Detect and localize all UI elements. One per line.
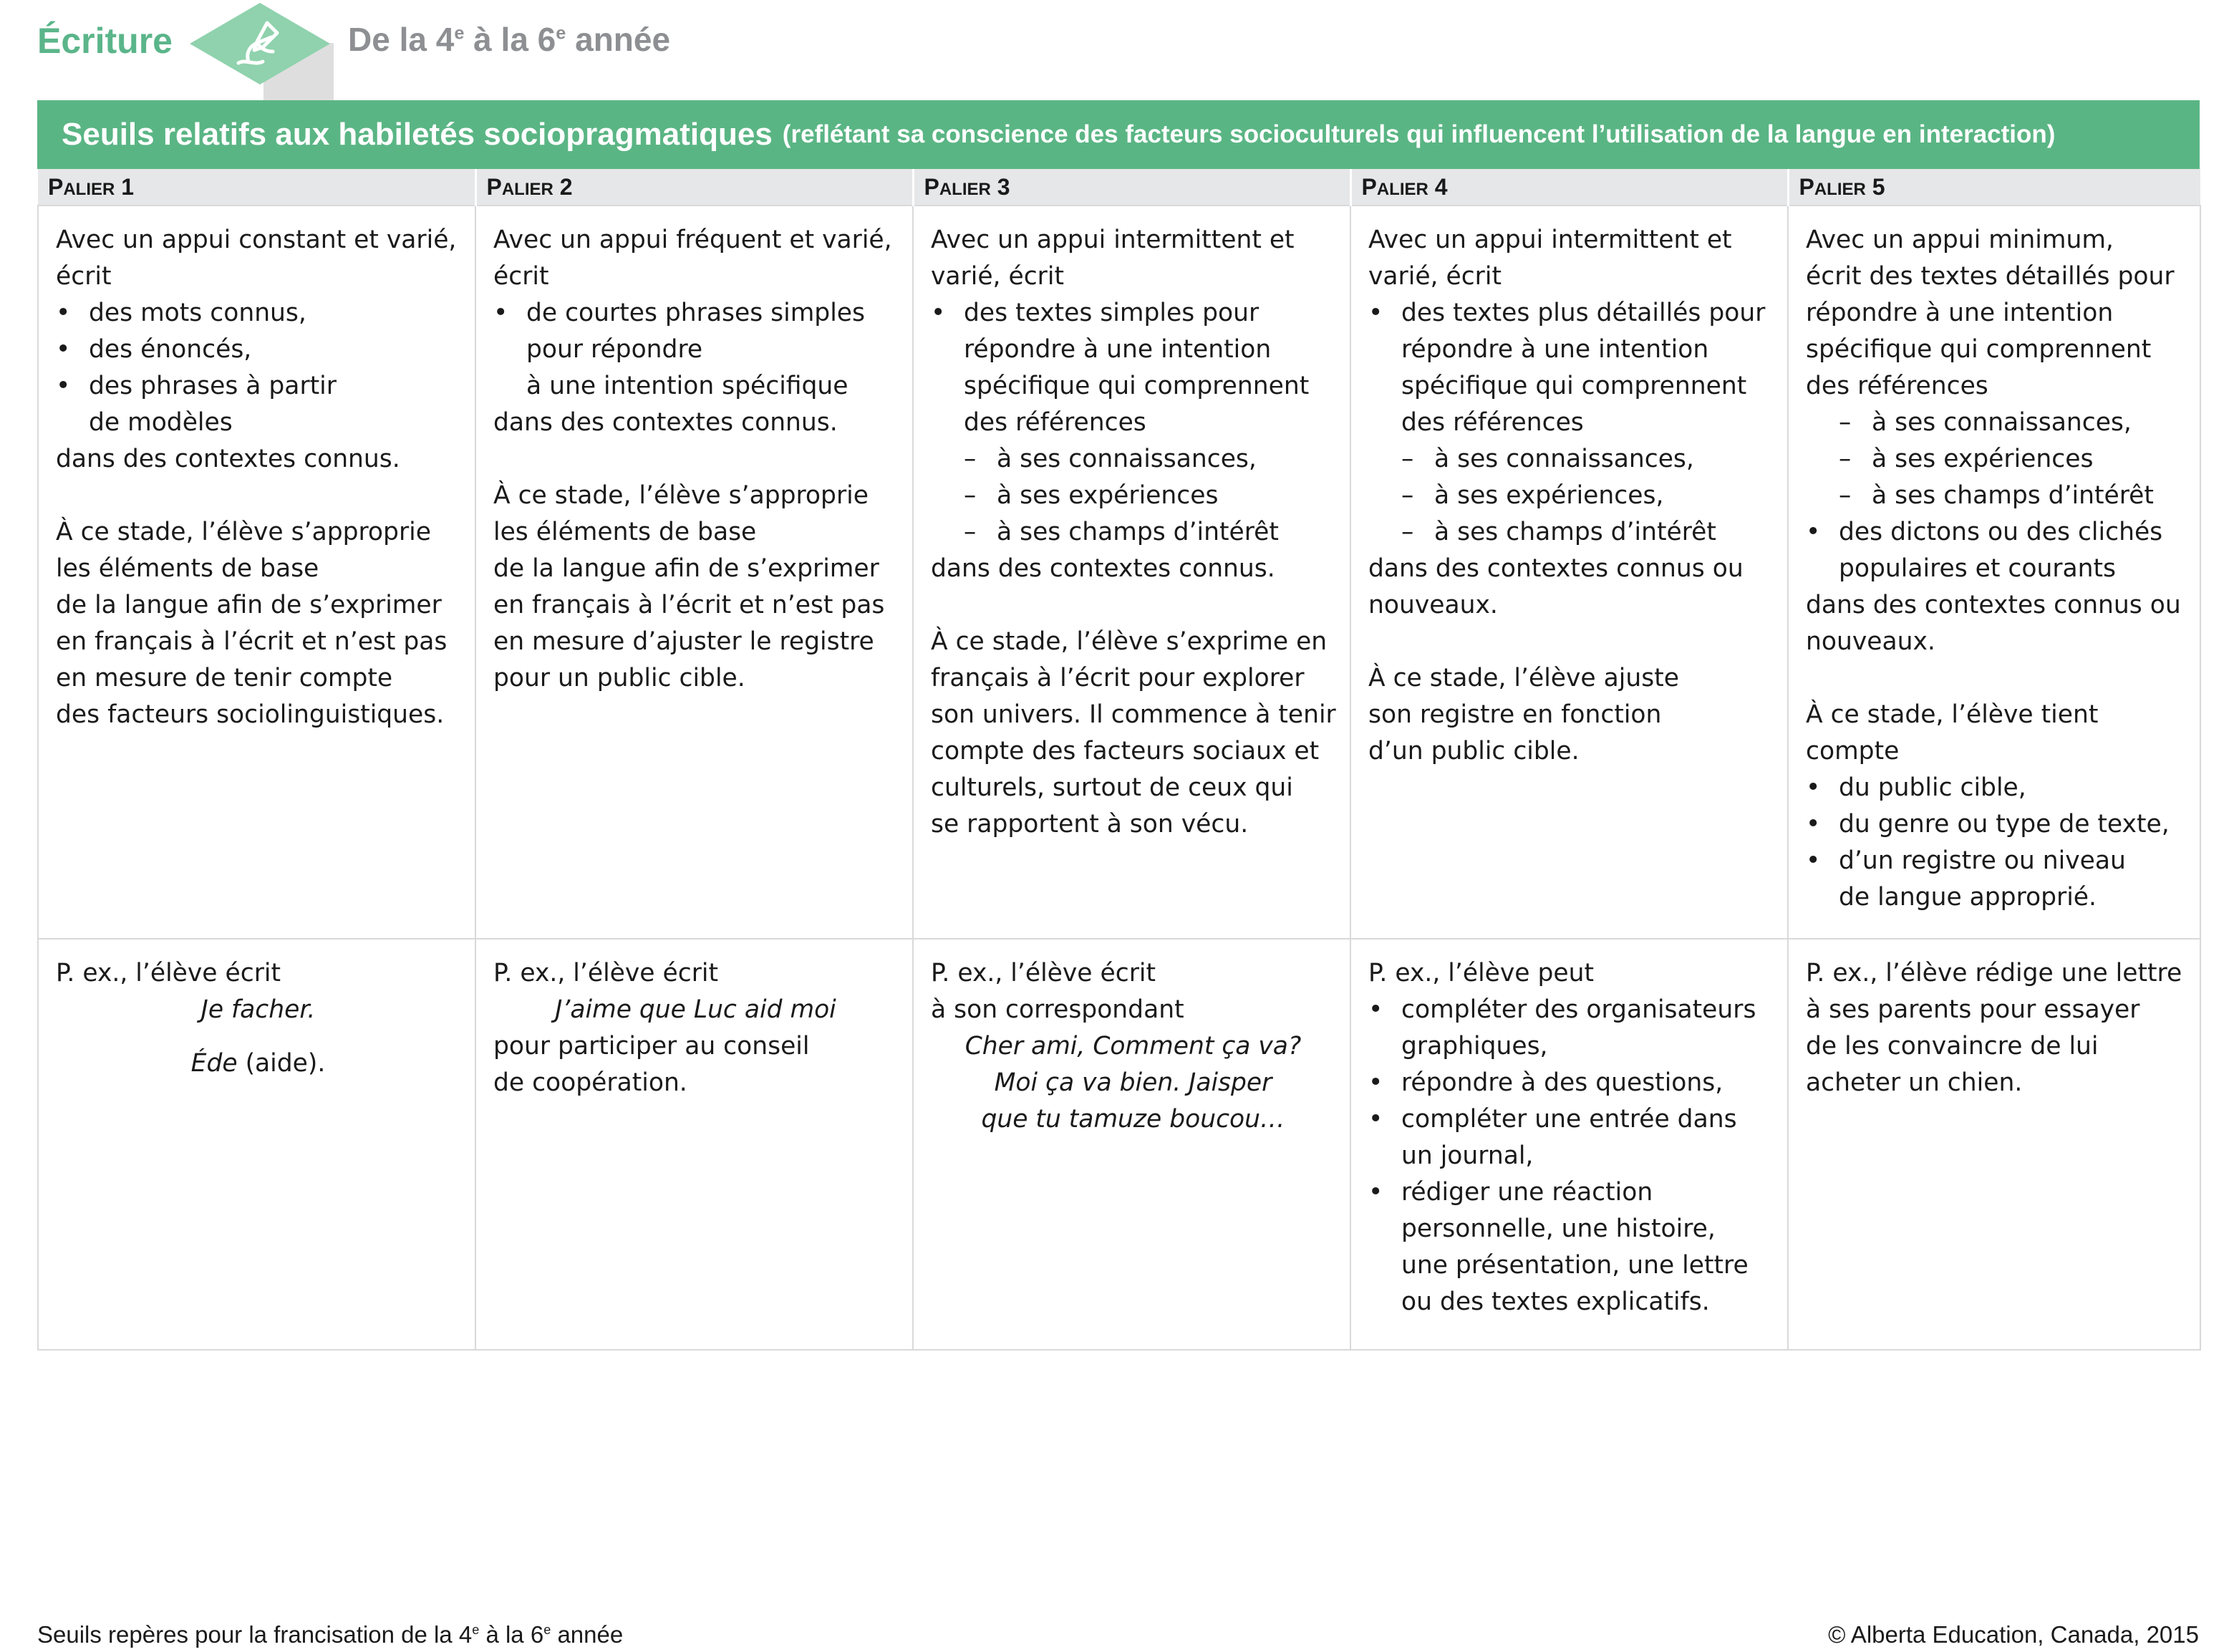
text-line: en mesure d’ajuster le registre [493, 627, 874, 656]
spacer [493, 441, 898, 478]
student-writing-sample: que tu tamuze boucou… [981, 1105, 1285, 1134]
text-line: à ses parents pour essayer [1806, 995, 2140, 1024]
text-line: en français à l’écrit et n’est pas [493, 591, 885, 619]
continuation-line: de modèles [89, 408, 233, 437]
description-cell [1788, 206, 2200, 939]
bullet-item: • du public cible, [1806, 770, 2185, 806]
text-line: à son correspondant [931, 995, 1184, 1024]
text-line: en mesure de tenir compte [56, 664, 393, 692]
text-line: des références [1806, 372, 1988, 400]
text-line: écrit [493, 262, 549, 291]
text-line: français à l’écrit pour explorer [931, 664, 1305, 692]
example-row [38, 939, 2200, 1350]
column-header: PALIER 3 [913, 169, 1350, 206]
table-header-row [38, 169, 2200, 206]
bullet-item: • des énoncés, [56, 332, 460, 368]
text-line: écrit des textes détaillés pour [1806, 262, 2175, 291]
text-line: se rapportent à son vécu. [931, 810, 1249, 839]
text-line: compte [1806, 737, 1900, 765]
text-line: P. ex., l’élève écrit [931, 959, 1156, 987]
text-line: nouveaux. [1368, 591, 1498, 619]
dash-subitem: – à ses champs d’intérêt [931, 514, 1335, 551]
description-cell [1350, 206, 1788, 939]
continuation-line: spécifique qui comprennent [1401, 372, 1747, 400]
bullet-item: • d’un registre ou niveau [1806, 843, 2185, 879]
description-cell [475, 206, 913, 939]
text-line: répondre à une intention [1806, 299, 2114, 327]
text-line: P. ex., l’élève peut [1368, 959, 1595, 987]
column-header: PALIER 5 [1788, 169, 2200, 206]
footer-document-title: Seuils repères pour la francisation de la 4e à la 6e année [37, 1621, 624, 1648]
text-line: À ce stade, l’élève s’exprime en [931, 627, 1328, 656]
bullet-item: • répondre à des questions, [1368, 1065, 1773, 1101]
text-line: spécifique qui comprennent [1806, 335, 2152, 364]
continuation-line: un journal, [1401, 1141, 1534, 1170]
text-line: Avec un appui intermittent et [931, 226, 1295, 254]
bullet-item: • des mots connus, [56, 295, 460, 332]
dash-subitem: – à ses expériences [931, 478, 1335, 514]
text-line: de coopération. [493, 1068, 687, 1097]
continuation-line: des références [1401, 408, 1584, 437]
spacer [1806, 660, 2185, 697]
grade-range-title: De la 4e à la 6e année [348, 21, 671, 58]
text-line: écrit [56, 262, 112, 291]
bullet-item: • des textes plus détaillés pour [1368, 295, 1773, 332]
column-header: PALIER 1 [38, 169, 475, 206]
text-line: de la langue afin de s’exprimer [493, 554, 879, 583]
banner-title: Seuils relatifs aux habiletés sociopragmatiques [62, 117, 773, 152]
sample-gloss: (aide). [237, 1049, 326, 1078]
text-line: À ce stade, l’élève s’approprie [493, 481, 869, 510]
text-line: pour un public cible. [493, 664, 745, 692]
text-line: en français à l’écrit et n’est pas [56, 627, 448, 656]
text-line: varié, écrit [1368, 262, 1502, 291]
bullet-item: • compléter des organisateurs [1368, 992, 1773, 1028]
example-cell [1788, 939, 2200, 1350]
student-writing-sample [56, 1045, 460, 1082]
continuation-line: spécifique qui comprennent [964, 372, 1310, 400]
example-cell [38, 939, 475, 1350]
section-banner [37, 100, 2200, 169]
dash-subitem: – à ses expériences [1806, 441, 2185, 478]
spacer [56, 1028, 460, 1045]
example-cell [1350, 939, 1788, 1350]
continuation-line: personnelle, une histoire, [1401, 1214, 1716, 1243]
text-line: acheter un chien. [1806, 1068, 2023, 1097]
text-line: son univers. Il commence à tenir [931, 700, 1336, 729]
column-header: PALIER 2 [475, 169, 913, 206]
text-line: les éléments de base [56, 554, 319, 583]
text-line: pour participer au conseil [493, 1032, 810, 1061]
example-cell [475, 939, 913, 1350]
text-line: son registre en fonction [1368, 700, 1662, 729]
spacer [1368, 624, 1773, 660]
bullet-item: • des textes simples pour [931, 295, 1335, 332]
text-line: culturels, surtout de ceux qui [931, 773, 1293, 802]
sample-word: Éde [190, 1049, 238, 1078]
continuation-line: de langue approprié. [1839, 883, 2097, 912]
footer-copyright: © Alberta Education, Canada, 2015 [1828, 1621, 2199, 1648]
banner-subtitle: (reflétant sa conscience des facteurs socioculturels qui influencent l’utilisation de la langue en interaction) [782, 120, 2056, 148]
student-writing-sample: J’aime que Luc aid moi [555, 995, 836, 1024]
text-line: P. ex., l’élève écrit [56, 959, 281, 987]
text-line: dans des contextes connus. [493, 408, 838, 437]
dash-subitem: – à ses connaissances, [1368, 441, 1773, 478]
text-line: P. ex., l’élève rédige une lettre [1806, 959, 2182, 987]
bullet-item: • compléter une entrée dans [1368, 1101, 1773, 1138]
dash-subitem: – à ses champs d’intérêt [1806, 478, 2185, 514]
dash-subitem: – à ses connaissances, [1806, 405, 2185, 441]
text-line: P. ex., l’élève écrit [493, 959, 718, 987]
text-line: des facteurs sociolinguistiques. [56, 700, 445, 729]
text-line: Avec un appui fréquent et varié, [493, 226, 892, 254]
dash-subitem: – à ses connaissances, [931, 441, 1335, 478]
text-line: À ce stade, l’élève ajuste [1368, 664, 1679, 692]
continuation-line: populaires et courants [1839, 554, 2117, 583]
text-line: dans des contextes connus ou [1368, 554, 1744, 583]
student-writing-sample: Cher ami, Comment ça va? [964, 1032, 1302, 1061]
text-line: de les convaincre de lui [1806, 1032, 2099, 1061]
spacer [56, 478, 460, 514]
description-cell [38, 206, 475, 939]
text-line: À ce stade, l’élève tient [1806, 700, 2099, 729]
text-line: Avec un appui constant et varié, [56, 226, 457, 254]
thresholds-table [37, 169, 2201, 1351]
continuation-line: une présentation, une lettre [1401, 1251, 1749, 1280]
continuation-line: ou des textes explicatifs. [1401, 1288, 1710, 1316]
text-line: Avec un appui minimum, [1806, 226, 2114, 254]
bullet-item: • du genre ou type de texte, [1806, 806, 2185, 843]
column-header: PALIER 4 [1350, 169, 1788, 206]
text-line: de la langue afin de s’exprimer [56, 591, 442, 619]
text-line: dans des contextes connus ou [1806, 591, 2181, 619]
text-line: Avec un appui intermittent et [1368, 226, 1732, 254]
continuation-line: à une intention spécifique [526, 372, 848, 400]
continuation-line: répondre à une intention [964, 335, 1272, 364]
text-line: d’un public cible. [1368, 737, 1580, 765]
continuation-line: des références [964, 408, 1146, 437]
text-line: dans des contextes connus. [931, 554, 1275, 583]
bullet-item: • de courtes phrases simples [493, 295, 898, 332]
writing-hand-icon [188, 1, 332, 86]
student-writing-sample: Je facher. [200, 995, 316, 1024]
continuation-line: graphiques, [1401, 1032, 1548, 1061]
dash-subitem: – à ses expériences, [1368, 478, 1773, 514]
description-row [38, 206, 2200, 939]
text-line: nouveaux. [1806, 627, 1935, 656]
bullet-item: • des phrases à partir [56, 368, 460, 405]
text-line: les éléments de base [493, 518, 757, 546]
continuation-line: pour répondre [526, 335, 703, 364]
student-writing-sample: Moi ça va bien. Jaisper [994, 1068, 1272, 1097]
text-line: varié, écrit [931, 262, 1064, 291]
description-cell [913, 206, 1350, 939]
text-line: compte des facteurs sociaux et [931, 737, 1320, 765]
text-line: À ce stade, l’élève s’approprie [56, 518, 431, 546]
continuation-line: répondre à une intention [1401, 335, 1709, 364]
section-title: Écriture [37, 21, 173, 61]
bullet-item: • des dictons ou des clichés [1806, 514, 2185, 551]
bullet-item: • rédiger une réaction [1368, 1174, 1773, 1211]
text-line: dans des contextes connus. [56, 445, 400, 473]
spacer [931, 587, 1335, 624]
example-cell [913, 939, 1350, 1350]
dash-subitem: – à ses champs d’intérêt [1368, 514, 1773, 551]
